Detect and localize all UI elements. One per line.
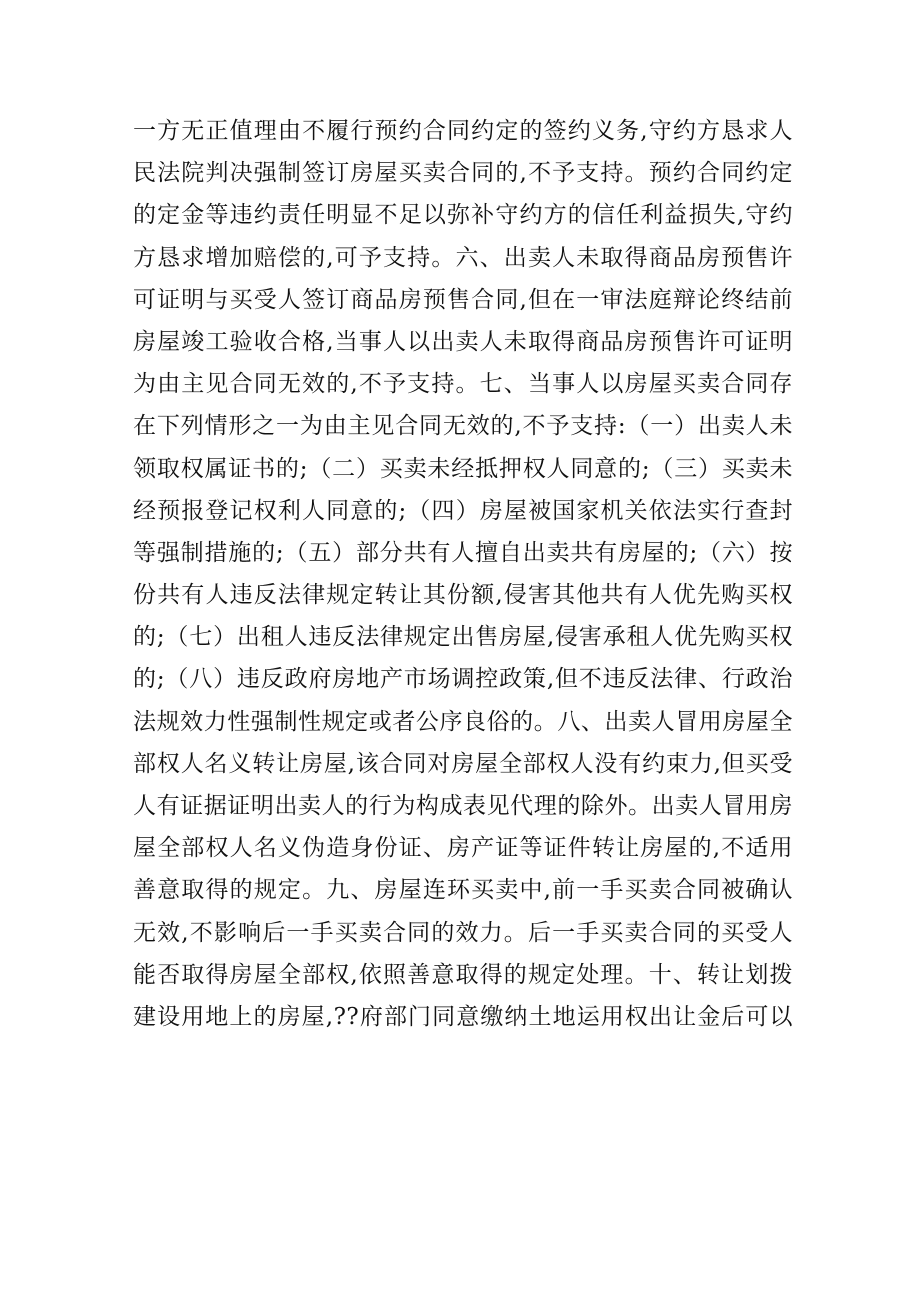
text-line: 的;（八）违反政府房地产市场调控政策,但不违反法律、行政治 [133,666,793,693]
text-line: 经预报登记权利人同意的;（四）房屋被国家机关依法实行查封 [133,497,793,524]
text-line: 房屋竣工验收合格,当事人以出卖人未取得商品房预售许可证明 [133,328,793,355]
text-line: 为由主见合同无效的,不予支持。七、当事人以房屋买卖合同存 [133,371,793,398]
text-line: 屋全部权人名义伪造身份证、房产证等证件转让房屋的,不适用 [133,835,793,862]
body-text [133,110,793,1038]
text-line: 的定金等违约责任明显不足以弥补守约方的信任利益损失,守约 [133,202,793,229]
text-line: 方恳求增加赔偿的,可予支持。六、出卖人未取得商品房预售许 [133,244,793,271]
text-line: 人有证据证明出卖人的行为构成表见代理的除外。出卖人冒用房 [133,793,793,819]
text-line: 一方无正值理由不履行预约合同约定的签约义务,守约方恳求人 [133,118,793,144]
text-line: 的;（七）出租人违反法律规定出售房屋,侵害承租人优先购买权 [133,624,793,651]
text-line: 在下列情形之一为由主见合同无效的,不予支持:（一）出卖人未 [133,413,793,440]
text-line: 领取权属证书的;（二）买卖未经抵押权人同意的;（三）买卖未 [133,455,793,482]
text-line: 可证明与买受人签订商品房预售合同,但在一审法庭辩论终结前 [133,286,793,313]
text-line: 部权人名义转让房屋,该合同对房屋全部权人没有约束力,但买受 [133,750,793,777]
text-line: 无效,不影响后一手买卖合同的效力。后一手买卖合同的买受人 [133,919,793,946]
text-line: 等强制措施的;（五）部分共有人擅自出卖共有房屋的;（六）按 [133,539,793,566]
text-line: 民法院判决强制签订房屋买卖合同的,不予支持。预约合同约定 [133,160,793,187]
text-line: 法规效力性强制性规定或者公序良俗的。八、出卖人冒用房屋全 [133,708,793,735]
text-line: 能否取得房屋全部权,依照善意取得的规定处理。十、转让划拨 [133,961,793,988]
text-line: 善意取得的规定。九、房屋连环买卖中,前一手买卖合同被确认 [133,877,793,904]
text-line: 建设用地上的房屋,??府部门同意缴纳土地运用权出让金后可以 [133,1003,793,1030]
text-line: 份共有人违反法律规定转让其份额,侵害其他共有人优先购买权 [133,582,793,609]
